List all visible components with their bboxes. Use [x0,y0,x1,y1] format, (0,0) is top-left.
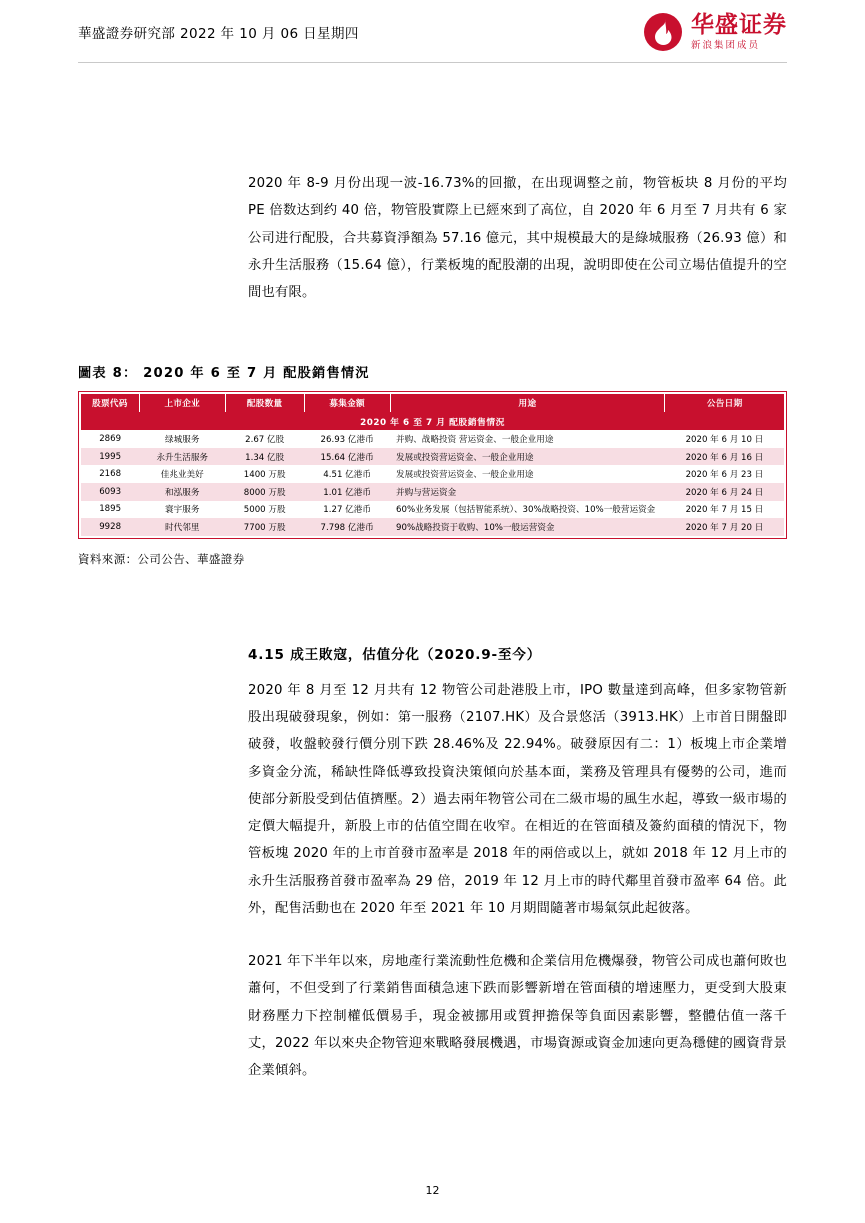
table-row [81,430,784,448]
brand-name: 华盛证券 [691,11,787,38]
cell-company: 绿城服务 [139,430,225,448]
cell-date: 2020 年 6 月 10 日 [665,430,784,448]
page-header [78,0,787,62]
cell-shares: 2.67 亿股 [225,430,304,448]
cell-shares: 1400 万股 [225,465,304,483]
cell-company: 时代邻里 [139,518,225,536]
table-source: 資料來源：公司公告、華盛證券 [78,551,245,566]
table-title-row [81,412,784,430]
cell-company: 和泓服务 [139,483,225,501]
cell-code: 2869 [81,430,139,448]
table-row [81,448,784,466]
flame-logo-icon [643,12,683,52]
brand-wordmark [691,11,787,51]
header-title: 華盛證券研究部 2022 年 10 月 06 日星期四 [78,26,359,42]
paragraph-1: 2020 年 8-9 月份出现一波-16.73%的回撤，在出现调整之前，物管板块 8 月份的平均 PE 倍数达到约 40 倍，物管股實際上已經來到了高位，自 2020 年 6 月至 7 月共有 6 家公司进行配股，合共募資淨額為 57.16 億元，其中規模最大的是綠城服務（26.93 億）和永升生活服務（15.64 億），行業板塊的配股潮的出現，說明即使在公司立場估值提升的空間也有限。 [248,176,787,300]
cell-date: 2020 年 7 月 15 日 [665,501,784,519]
cell-usage: 发展或投资营运资金、一般企业用途 [390,448,665,466]
section-heading: 4.15 成王敗寇，估值分化（2020.9-至今） [248,646,542,663]
column-header-usage: 用途 [390,394,665,412]
cell-usage: 发展或投资营运资金、一般企业用途 [390,465,665,483]
cell-shares: 5000 万股 [225,501,304,519]
cell-amount: 15.64 亿港币 [304,448,390,466]
cell-amount: 1.01 亿港币 [304,483,390,501]
cell-shares: 1.34 亿股 [225,448,304,466]
placement-sales-table [81,394,784,536]
column-header-company: 上市企业 [139,394,225,412]
table-row [81,483,784,501]
column-header-shares: 配股数量 [225,394,304,412]
paragraph-3: 2021 年下半年以來，房地產行業流動性危機和企業信用危機爆發，物管公司成也蕭何敗也蕭何，不但受到了行業銷售面積急速下跌而影響新增在管面積的增速壓力，更受到大股東財務壓力下控制權低價易手，現金被挪用或質押擔保等負面因素影響，整體估值一落千丈，2022 年以來央企物管迎來戰略發展機遇，市場資源或資金加速向更為穩健的國資背景企業傾斜。 [248,954,787,1079]
cell-code: 6093 [81,483,139,501]
cell-amount: 7.798 亿港币 [304,518,390,536]
cell-date: 2020 年 6 月 23 日 [665,465,784,483]
paragraph-2: 2020 年 8 月至 12 月共有 12 物管公司赴港股上市，IPO 數量達到高峰，但多家物管新股出現破發現象，例如：第一服務（2107.HK）及合景悠活（3913.HK）上市首日開盤即破發，收盤較發行價分別下跌 28.46%及 22.94%。破發原因有二：1）板塊上市企業增多資金分流，稀缺性降低導致投資決策傾向於基本面，業務及管理具有優勢的公司，進而使部分新股受到估值擠壓。2）過去兩年物管公司在二級市場的風生水起，導致一級市場的定價大幅提升，新股上市的估值空間在收窄。在相近的在管面積及簽約面積的情況下，物管板塊 2020 年的上市首發市盈率是 2018 年的兩倍或以上，就如 2018 年 12 月上市的永升生活服務首發市盈率為 29 倍，2019 年 12 月上市的時代鄰里首發市盈率 64 倍。此外，配售活動也在 2020 年至 2021 年 10 月期間隨著市場氣氛此起彼落。 [248,682,787,916]
cell-usage: 并购与营运资金 [390,483,665,501]
cell-code: 1995 [81,448,139,466]
cell-code: 2168 [81,465,139,483]
column-header-amount: 募集金额 [304,394,390,412]
cell-amount: 26.93 亿港币 [304,430,390,448]
header-divider [78,62,787,63]
table-row [81,518,784,536]
table-title: 2020 年 6 至 7 月 配股銷售情況 [81,412,784,430]
exhibit-caption: 圖表 8： 2020 年 6 至 7 月 配股銷售情況 [78,366,370,382]
table-row [81,465,784,483]
cell-amount: 4.51 亿港币 [304,465,390,483]
cell-amount: 1.27 亿港币 [304,501,390,519]
cell-company: 永升生活服务 [139,448,225,466]
exhibit-table-container [78,391,787,539]
cell-company: 佳兆业美好 [139,465,225,483]
page-number: 12 [425,1184,440,1197]
column-header-date: 公告日期 [665,394,784,412]
cell-usage: 并购、战略投资 营运资金、一般企业用途 [390,430,665,448]
cell-shares: 7700 万股 [225,518,304,536]
cell-code: 9928 [81,518,139,536]
table-body [81,430,784,536]
brand-tagline: 新浪集团成员 [691,39,761,51]
cell-code: 1895 [81,501,139,519]
cell-usage: 90%战略投资于收购、10%一般运营资金 [390,518,665,536]
cell-date: 2020 年 6 月 16 日 [665,448,784,466]
brand-logo [643,0,787,52]
table-row [81,501,784,519]
table-header-row [81,394,784,412]
column-header-code: 股票代码 [81,394,139,412]
cell-date: 2020 年 6 月 24 日 [665,483,784,501]
cell-shares: 8000 万股 [225,483,304,501]
cell-date: 2020 年 7 月 20 日 [665,518,784,536]
cell-usage: 60%业务发展（包括智能系统）、30%战略投资、10%一般营运资金 [390,501,665,519]
cell-company: 寰宇服务 [139,501,225,519]
